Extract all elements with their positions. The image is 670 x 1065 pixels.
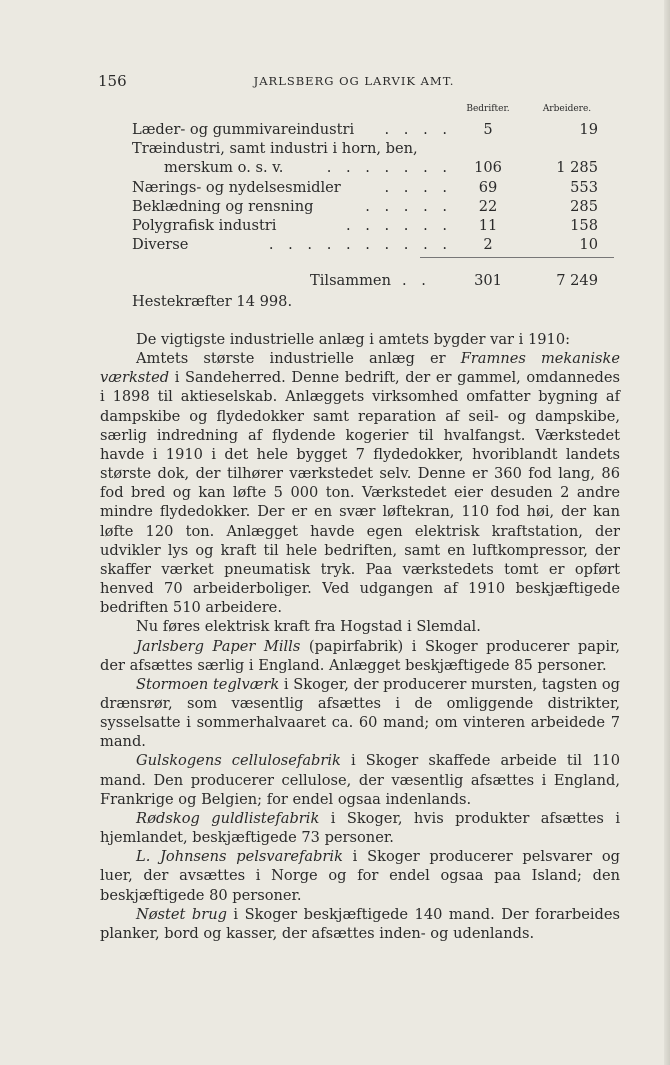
table-column-headers: [132, 104, 612, 120]
arbeidere-value: 1 285: [556, 159, 598, 177]
bedrifter-value: 5: [483, 121, 493, 138]
paragraph-intro: De vigtigste industrielle anlæg i amtets bygder var i 1910:: [136, 331, 571, 348]
horsepower-line: Hestekræfter 14 998.: [132, 293, 293, 310]
table-row: [132, 178, 612, 197]
leader-dots: . . . .: [384, 178, 452, 196]
paragraph-rodskog: [100, 809, 620, 847]
paragraph-johnsen: [100, 847, 620, 904]
paragraph-gulskogen: [100, 751, 620, 808]
row-label: Diverse: [132, 236, 189, 254]
text-run: i Sandeherred. Denne bedrift, der er gammel, omdannedes i 1898 til aktieselskab. Anlæggets virksomhed omfatter bygning af dampskibe og flydedokker samt reparation af seil- og dampskibe, særlig indredning af flydende kogerier til hvalfangst. Værkstedet havde i 1910 i det hele bygget 7 flydedokker, hvoriblandt landets største dok, der tilhører værkstedet selv. Denne er 360 fod lang, 86 fod bred og kan løfte 5 000 ton. Værkstedet eier desuden 2 andre mindre flydedokker. Der er en svær løftekran, 110 fod høi, der kan løfte 120 ton. Anlægget havde egen elektrisk kraftstation, der udvikler lys og kraft til hele bedriften, samt en luftkompressor, der skaffer værket pneumatisk tryk. Paa værkstedets tomt er opført henved 70 arbeiderboliger. Ved udgangen af 1910 beskjæftigede bedriften 510 arbeidere.: [100, 369, 620, 617]
row-label: Nærings- og nydelsesmidler: [132, 178, 341, 196]
company-name: Jarlsberg Paper Mills: [136, 637, 301, 655]
leader-dots: . . . . . . . . . .: [268, 236, 452, 254]
table-row: [132, 197, 612, 216]
text-run: Amtets største industrielle anlæg er: [136, 350, 461, 368]
arbeidere-value: 158: [570, 216, 598, 234]
column-header-bedrifter: Bedrifter.: [466, 104, 510, 114]
arbeidere-value: 10: [579, 236, 598, 254]
company-name: Rødskog guldlistefabrik: [136, 809, 320, 827]
leader-dots: . .: [402, 272, 431, 289]
total-arbeidere: 7 249: [556, 272, 598, 289]
row-label: Beklædning og rensning: [132, 197, 314, 215]
text-run: i Skoger beskjæftigede 140 mand. Der forarbeides planker, bord og kasser, der afsættes inden- og udenlands.: [100, 905, 620, 942]
paragraph-framnes: [100, 349, 620, 617]
paragraph-kraft: Nu føres elektrisk kraft fra Hogstad i Slemdal.: [136, 618, 481, 636]
leader-dots: . . . . . . .: [326, 159, 452, 177]
row-label: Træindustri, samt industri i horn, ben,: [132, 140, 418, 158]
bedrifter-value: 69: [478, 178, 498, 196]
row-label: Læder- og gummivareindustri: [132, 121, 355, 138]
text-run: (papirfabrik) i Skoger producerer papir, der afsættes særlig i England. Anlægget beskjæftigede 85 personer.: [100, 637, 620, 674]
row-label: Polygrafisk industri: [132, 216, 277, 234]
paragraph-jarlsberg: [100, 637, 620, 675]
leader-dots: . . . . .: [365, 197, 452, 215]
total-rule: [420, 257, 614, 258]
page-edge: [664, 0, 670, 1065]
leader-dots: . . . .: [384, 121, 452, 138]
arbeidere-value: 285: [570, 197, 598, 215]
table-row: [132, 139, 612, 158]
arbeidere-value: 19: [579, 121, 598, 138]
table-row: [132, 216, 612, 235]
bedrifter-value: 106: [474, 159, 502, 177]
text-run: i Skoger producerer pelsvarer og luer, der avsættes i Norge og for endel ogsaa paa Island; den beskjæftigede 80 personer.: [100, 848, 620, 904]
company-name: L. Johnsens pelsvarefabrik: [136, 848, 343, 866]
running-title: JARLSBERG OG LARVIK AMT.: [253, 74, 455, 88]
arbeidere-value: 553: [570, 178, 598, 196]
company-name: Nøstet brug: [136, 905, 227, 923]
paragraph-nostet: [100, 905, 620, 943]
leader-dots: . . . . . .: [345, 216, 452, 234]
paragraph-stormoen: [100, 675, 620, 752]
company-name: Gulskogens cellulosefabrik: [136, 752, 341, 770]
row-label: merskum o. s. v.: [164, 159, 284, 177]
body-text: [100, 330, 620, 943]
total-bedrifter: 301: [474, 272, 502, 289]
total-label: Tilsammen: [310, 272, 391, 289]
table-total-row: [132, 272, 612, 291]
text-run: i Skoger, der producerer mursten, tagsten og drænsrør, som væsentlig afsættes i de omliggende distrikter, sysselsatte i sommerhalvaaret ca. 60 mand; om vinteren arbeidede 7 mand.: [100, 675, 621, 751]
page-number: 156: [98, 72, 127, 90]
table-row: [132, 158, 612, 177]
company-name: Stormoen teglværk: [136, 675, 280, 693]
bedrifter-value: 11: [478, 216, 498, 234]
bedrifter-value: 22: [478, 197, 498, 215]
text-run: i Skoger, hvis produkter afsættes i hjemlandet, beskjæftigede 73 personer.: [100, 809, 620, 847]
company-name: Framnes mekaniske værksted: [100, 350, 621, 387]
bedrifter-value: 2: [483, 236, 493, 254]
column-header-arbeidere: Arbeidere.: [542, 104, 592, 114]
table-row: [132, 120, 612, 139]
industry-table: [132, 104, 612, 254]
text-run: i Skoger skaffede arbeide til 110 mand. Den producerer cellulose, der væsentlig afsættes i England, Frankrige og Belgien; for endel ogsaa indenlands.: [100, 752, 620, 808]
table-row: [132, 235, 612, 254]
page-header: [98, 72, 610, 92]
